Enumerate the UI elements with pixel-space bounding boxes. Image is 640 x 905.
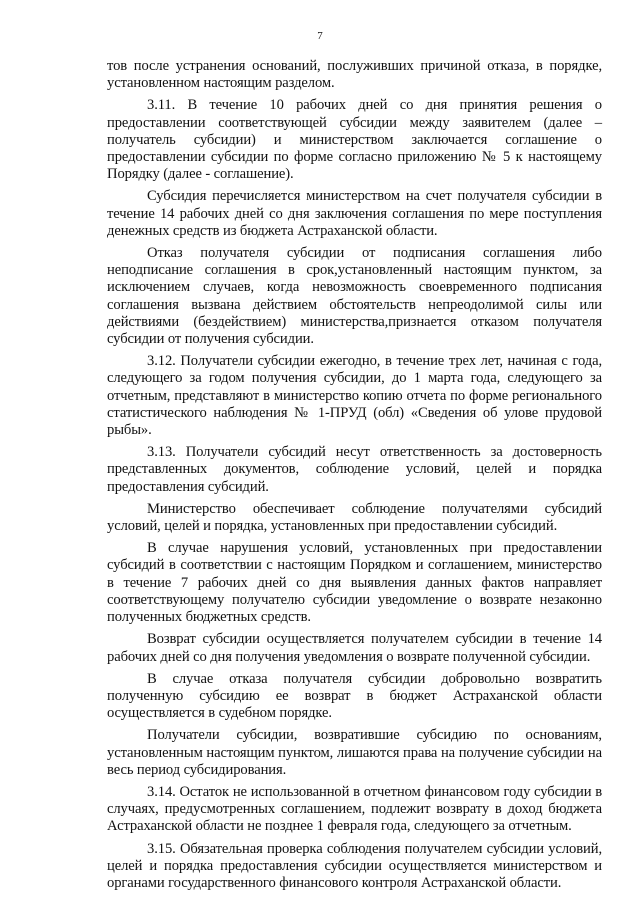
paragraph-3-15: 3.15. Обязательная проверка соблюдения получателем субсидии условий, целей и порядка предоставления субсидии осуществляется министерством и органами государственного финансового контроля Астраханской области. bbox=[107, 840, 602, 891]
paragraph-refusal: Отказ получателя субсидии от подписания соглашения либо неподписание соглашения в срок,установленный настоящим пунктом, за исключением случаев, когда невозможность своевременного подписания соглашения вызвана действием обстоятельств непреодолимой силы или действиями (бездействием) министерства,признается отказом получателя субсидии от получения субсидии. bbox=[107, 245, 602, 348]
paragraph-violation: В случае нарушения условий, установленных при предоставлении субсидий в соответствии с настоящим Порядком и соглашением, министерство в течение 7 рабочих дней со дня выявления данных фактов направляет соответствующему получателю субсидии уведомление о возврате незаконно полученных бюджетных средств. bbox=[107, 540, 602, 626]
paragraph-deprivation: Получатели субсидии, возвратившие субсидию по основаниям, установленным настоящим пунктом, лишаются права на получение субсидии на весь период субсидирования. bbox=[107, 727, 602, 778]
paragraph-3-14: 3.14. Остаток не использованной в отчетном финансовом году субсидии в случаях, предусмотренных соглашением, подлежит возврату в доход бюджета Астраханской области не позднее 1 февраля года, следующего за отчетным. bbox=[107, 783, 602, 835]
paragraph-3-12: 3.12. Получатели субсидии ежегодно, в течение трех лет, начиная с года, следующего за годом получения субсидии, до 1 марта года, следующего за отчетным, представляют в министерство копию отчета по форме регионального статистического наблюдения № 1-ПРУД (обл) «Сведения об улове прудовой рыбы». bbox=[107, 353, 602, 439]
paragraph-subsidy-transfer: Субсидия перечисляется министерством на счет получателя субсидии в течение 14 рабочих дней со дня заключения соглашения по мере поступления денежных средств из бюджета Астраханской области. bbox=[107, 188, 602, 239]
paragraph-continuation: тов после устранения оснований, послуживших причиной отказа, в порядке, установленном настоящим разделом. bbox=[107, 58, 602, 92]
paragraph-court: В случае отказа получателя субсидии добровольно возвратить полученную субсидию ее возврат в бюджет Астраханской области осуществляется в судебном порядке. bbox=[107, 670, 602, 722]
paragraph-3-13: 3.13. Получатели субсидий несут ответственность за достоверность представленных документов, соблюдение условий, целей и порядка предоставления субсидий. bbox=[107, 444, 602, 495]
paragraph-refund: Возврат субсидии осуществляется получателем субсидии в течение 14 рабочих дней со дня получения уведомления о возврате полученной субсидии. bbox=[107, 631, 602, 665]
paragraph-3-11: 3.11. В течение 10 рабочих дней со дня принятия решения о предоставлении соответствующей субсидии между заявителем (далее – получатель субсидии) и министерством заключается соглашение о предоставлении субсидии по форме согласно приложению № 5 к настоящему Порядку (далее - соглашение). bbox=[107, 97, 602, 183]
paragraph-ministry-compliance: Министерство обеспечивает соблюдение получателями субсидий условий, целей и порядка, установленных при предоставлении субсидий. bbox=[107, 500, 602, 535]
page-number: 7 bbox=[317, 30, 323, 42]
document-body bbox=[107, 58, 602, 897]
